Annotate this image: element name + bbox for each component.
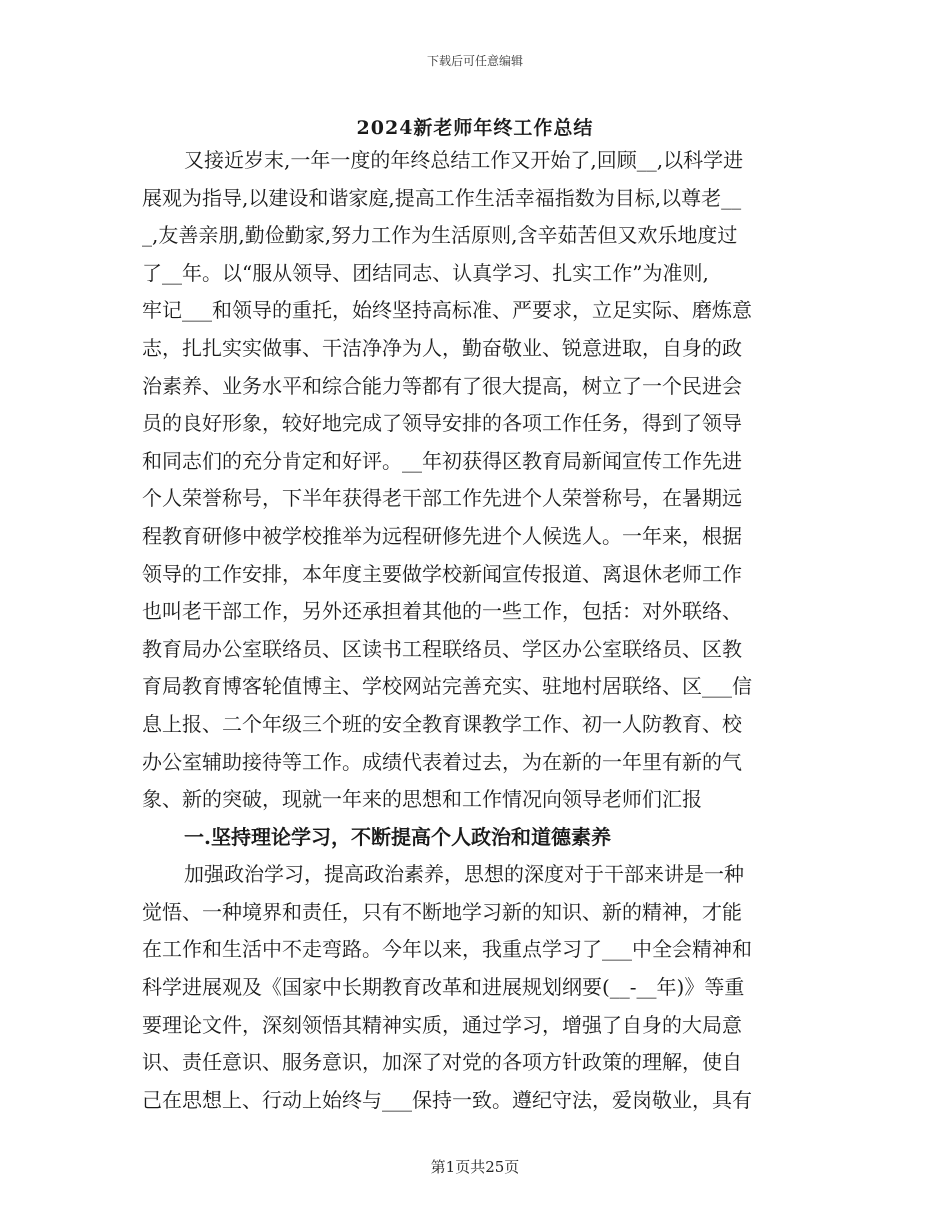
section-heading: 一.坚持理论学习，不断提高个人政治和道德素养 (184, 824, 611, 849)
paragraph-line: 领导的工作安排，本年度主要做学校新闻宣传报道、离退休老师工作 (142, 561, 742, 586)
paragraph-line: 治素养、业务水平和综合能力等都有了很大提高，树立了一个民进会 (142, 373, 742, 398)
paragraph-line: 在工作和生活中不走弯路。今年以来，我重点学习了___中全会精神和 (142, 937, 752, 962)
paragraph-line: 科学进展观及《国家中长期教育改革和进展规划纲要(__-__年)》等重 (142, 975, 745, 1000)
page-number: 第1页共25页 (430, 1158, 520, 1176)
paragraph-line: 觉悟、一种境界和责任，只有不断地学习新的知识、新的精神，才能 (142, 899, 742, 924)
document-body (142, 142, 808, 1119)
paragraph-line: 己在思想上、行动上始终与___保持一致。遵纪守法，爱岗敬业，具有 (142, 1087, 752, 1112)
paragraph-line: 象、新的突破，现就一年来的思想和工作情况向领导老师们汇报 (142, 787, 702, 812)
paragraph-line: 展观为指导,以建设和谐家庭,提高工作生活幸福指数为目标,以尊老__ (142, 185, 742, 210)
paragraph-line: _,友善亲朋,勤俭勤家,努力工作为生活原则,含辛茹苦但又欢乐地度过 (142, 223, 738, 248)
document-title: 2024新老师年终工作总结 (356, 117, 594, 139)
paragraph-line: 识、责任意识、服务意识，加深了对党的各项方针政策的理解，使自 (142, 1050, 742, 1075)
paragraph-line: 又接近岁末,一年一度的年终总结工作又开始了,回顾__,以科学进 (184, 148, 744, 172)
paragraph-line: 员的良好形象，较好地完成了领导安排的各项工作任务，得到了领导 (142, 411, 742, 436)
paragraph-line: 要理论文件，深刻领悟其精神实质，通过学习，增强了自身的大局意 (142, 1012, 742, 1037)
paragraph-line: 个人荣誉称号，下半年获得老干部工作先进个人荣誉称号，在暑期远 (142, 486, 742, 511)
paragraph-line: 程教育研修中被学校推举为远程研修先进个人候选人。一年来，根据 (142, 523, 742, 548)
paragraph-line: 加强政治学习，提高政治素养，思想的深度对于干部来讲是一种 (184, 862, 744, 887)
paragraph-line: 牢记___和领导的重托，始终坚持高标准、严要求，立足实际、磨炼意 (142, 298, 752, 323)
paragraph-line: 了__年。以“服从领导、团结同志、认真学习、扎实工作”为准则, (142, 260, 709, 285)
paragraph-line: 息上报、二个年级三个班的安全教育课教学工作、初一人防教育、校 (142, 711, 742, 736)
paragraph-line: 办公室辅助接待等工作。成绩代表着过去，为在新的一年里有新的气 (142, 749, 742, 774)
paragraph-line: 和同志们的充分肯定和好评。__年初获得区教育局新闻宣传工作先进 (142, 448, 742, 473)
paragraph-line: 也叫老干部工作，另外还承担着其他的一些工作，包括：对外联络、 (142, 599, 742, 624)
paragraph-line: 教育局办公室联络员、区读书工程联络员、学区办公室联络员、区教 (142, 636, 742, 661)
paragraph-line: 育局教育博客轮值博主、学校网站完善充实、驻地村居联络、区___信 (142, 674, 752, 699)
paragraph-line: 志，扎扎实实做事、干洁净净为人，勤奋敬业、锐意进取，自身的政 (142, 335, 742, 360)
download-note: 下载后可任意编辑 (426, 54, 523, 68)
